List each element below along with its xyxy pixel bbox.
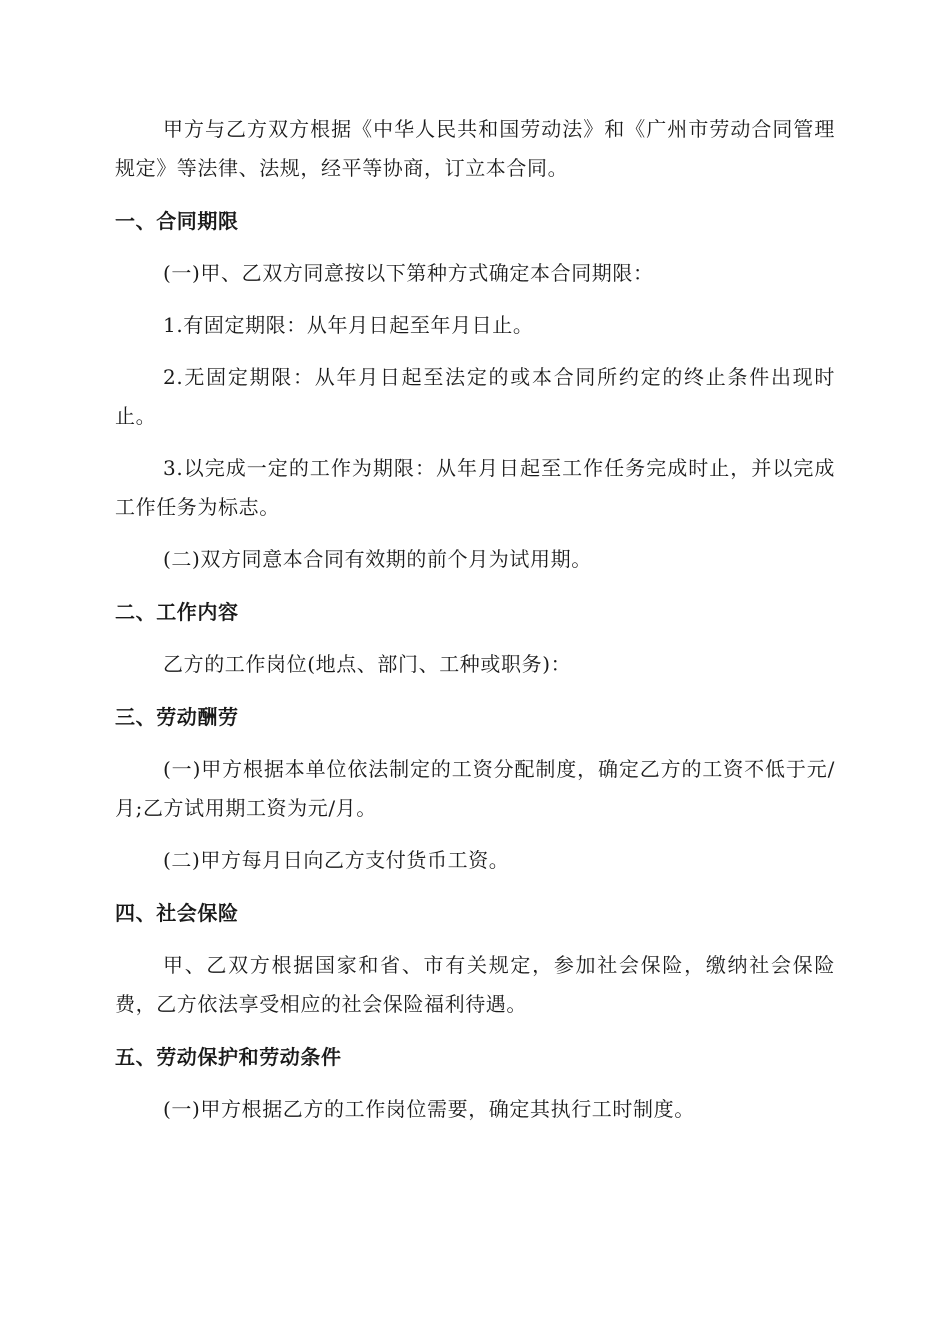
paragraph-wage-payment: (二)甲方每月日向乙方支付货币工资。 xyxy=(163,848,510,872)
section-heading-remuneration: 三、劳动酬劳 xyxy=(115,705,239,729)
paragraph-term-task: 3.以完成一定的工作为期限：从年月日起至工作任务完成时止，并以完成工作任务为标志。 xyxy=(115,456,835,519)
paragraph-term-method: (一)甲、乙双方同意按以下第种方式确定本合同期限： xyxy=(163,261,654,285)
section-heading-term: 一、合同期限 xyxy=(115,209,239,233)
document-body xyxy=(115,110,835,1129)
intro-paragraph: 甲方与乙方双方根据《中华人民共和国劳动法》和《广州市劳动合同管理规定》等法律、法规，经平等协商，订立本合同。 xyxy=(115,117,835,180)
section-heading-work-content: 二、工作内容 xyxy=(115,600,239,624)
paragraph-term-fixed: 1.有固定期限：从年月日起至年月日止。 xyxy=(163,313,534,337)
paragraph-work-position: 乙方的工作岗位(地点、部门、工种或职务)： xyxy=(163,652,572,676)
paragraph-working-hours: (一)甲方根据乙方的工作岗位需要，确定其执行工时制度。 xyxy=(163,1097,695,1121)
paragraph-term-probation: (二)双方同意本合同有效期的前个月为试用期。 xyxy=(163,547,592,571)
paragraph-wage-level: (一)甲方根据本单位依法制定的工资分配制度，确定乙方的工资不低于元/月;乙方试用期工资为元/月。 xyxy=(115,757,835,820)
section-heading-labor-protection: 五、劳动保护和劳动条件 xyxy=(115,1045,342,1069)
paragraph-term-open: 2.无固定期限：从年月日起至法定的或本合同所约定的终止条件出现时止。 xyxy=(115,365,835,428)
section-heading-social-insurance: 四、社会保险 xyxy=(115,901,239,925)
paragraph-social-insurance: 甲、乙双方根据国家和省、市有关规定，参加社会保险，缴纳社会保险费，乙方依法享受相应的社会保险福利待遇。 xyxy=(115,953,835,1016)
